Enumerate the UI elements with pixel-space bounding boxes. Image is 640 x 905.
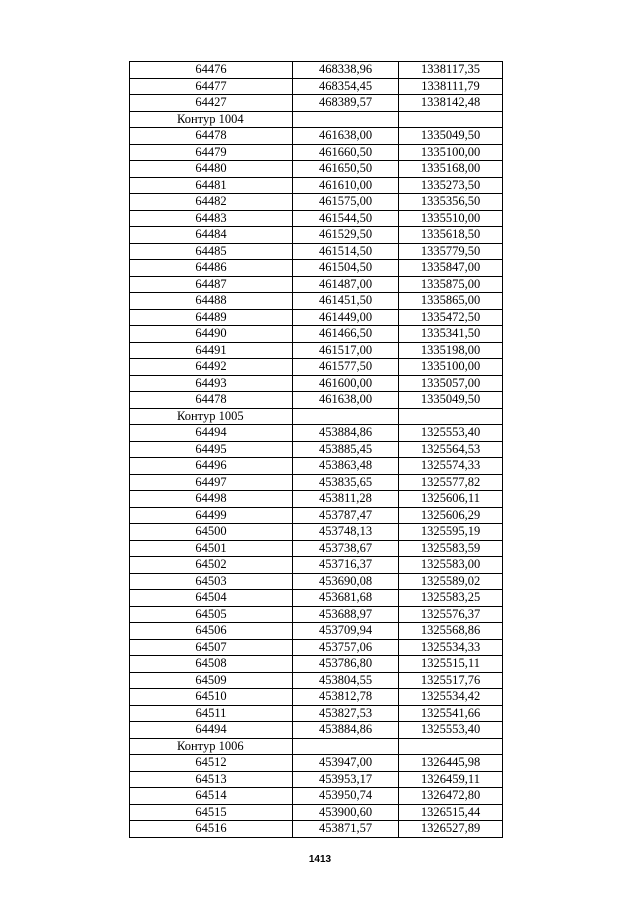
table-row — [130, 78, 503, 95]
y-coordinate-cell: 1325583,25 — [399, 590, 503, 607]
x-coordinate-cell: 453787,47 — [293, 507, 399, 524]
y-coordinate-cell: 1325534,42 — [399, 689, 503, 706]
x-coordinate-cell: 461600,00 — [293, 375, 399, 392]
x-coordinate-cell: 461575,00 — [293, 194, 399, 211]
table-row — [130, 95, 503, 112]
point-id-cell: 64486 — [130, 260, 293, 277]
y-coordinate-cell: 1326515,44 — [399, 804, 503, 821]
point-id-cell: 64481 — [130, 177, 293, 194]
y-coordinate-cell: 1335273,50 — [399, 177, 503, 194]
point-id-cell: 64491 — [130, 342, 293, 359]
point-id-cell: 64495 — [130, 441, 293, 458]
table-row — [130, 309, 503, 326]
x-coordinate-cell: 468389,57 — [293, 95, 399, 112]
x-coordinate-cell: 461529,50 — [293, 227, 399, 244]
table-row — [130, 293, 503, 310]
x-coordinate-cell: 461487,00 — [293, 276, 399, 293]
point-id-cell: 64494 — [130, 722, 293, 739]
table-row — [130, 62, 503, 79]
contour-label: Контур 1004 — [130, 111, 293, 128]
page-number: 1413 — [308, 854, 332, 865]
table-row — [130, 722, 503, 739]
point-id-cell: 64496 — [130, 458, 293, 475]
table-row — [130, 359, 503, 376]
y-coordinate-cell: 1335198,00 — [399, 342, 503, 359]
point-id-cell: 64502 — [130, 557, 293, 574]
x-coordinate-cell: 453716,37 — [293, 557, 399, 574]
point-id-cell: 64427 — [130, 95, 293, 112]
point-id-cell: 64503 — [130, 573, 293, 590]
x-coordinate-cell: 461504,50 — [293, 260, 399, 277]
point-id-cell: 64506 — [130, 623, 293, 640]
x-coordinate-cell: 453947,00 — [293, 755, 399, 772]
x-coordinate-cell: 453827,53 — [293, 705, 399, 722]
point-id-cell: 64514 — [130, 788, 293, 805]
point-id-cell: 64516 — [130, 821, 293, 838]
point-id-cell: 64508 — [130, 656, 293, 673]
x-coordinate-cell: 453748,13 — [293, 524, 399, 541]
y-coordinate-cell: 1335057,00 — [399, 375, 503, 392]
point-id-cell: 64494 — [130, 425, 293, 442]
point-id-cell: 64483 — [130, 210, 293, 227]
coordinates-table-body — [130, 62, 503, 838]
contour-empty-x — [293, 738, 399, 755]
table-row — [130, 276, 503, 293]
y-coordinate-cell: 1335049,50 — [399, 392, 503, 409]
contour-header-row — [130, 111, 503, 128]
point-id-cell: 64477 — [130, 78, 293, 95]
table-row — [130, 755, 503, 772]
table-row — [130, 194, 503, 211]
contour-empty-x — [293, 111, 399, 128]
table-row — [130, 804, 503, 821]
x-coordinate-cell: 453738,67 — [293, 540, 399, 557]
table-row — [130, 210, 503, 227]
x-coordinate-cell: 461610,00 — [293, 177, 399, 194]
table-row — [130, 590, 503, 607]
point-id-cell: 64480 — [130, 161, 293, 178]
table-row — [130, 771, 503, 788]
y-coordinate-cell: 1338142,48 — [399, 95, 503, 112]
table-row — [130, 474, 503, 491]
y-coordinate-cell: 1325595,19 — [399, 524, 503, 541]
y-coordinate-cell: 1335865,00 — [399, 293, 503, 310]
y-coordinate-cell: 1326527,89 — [399, 821, 503, 838]
x-coordinate-cell: 453953,17 — [293, 771, 399, 788]
x-coordinate-cell: 461638,00 — [293, 128, 399, 145]
x-coordinate-cell: 453804,55 — [293, 672, 399, 689]
y-coordinate-cell: 1325589,02 — [399, 573, 503, 590]
x-coordinate-cell: 468338,96 — [293, 62, 399, 79]
point-id-cell: 64511 — [130, 705, 293, 722]
point-id-cell: 64509 — [130, 672, 293, 689]
table-row — [130, 606, 503, 623]
table-row — [130, 689, 503, 706]
table-row — [130, 441, 503, 458]
point-id-cell: 64504 — [130, 590, 293, 607]
x-coordinate-cell: 453863,48 — [293, 458, 399, 475]
contour-header-row — [130, 738, 503, 755]
table-row — [130, 623, 503, 640]
y-coordinate-cell: 1335100,00 — [399, 359, 503, 376]
y-coordinate-cell: 1335341,50 — [399, 326, 503, 343]
y-coordinate-cell: 1335168,00 — [399, 161, 503, 178]
x-coordinate-cell: 453688,97 — [293, 606, 399, 623]
y-coordinate-cell: 1335779,50 — [399, 243, 503, 260]
y-coordinate-cell: 1326445,98 — [399, 755, 503, 772]
x-coordinate-cell: 461660,50 — [293, 144, 399, 161]
contour-empty-y — [399, 408, 503, 425]
y-coordinate-cell: 1335510,00 — [399, 210, 503, 227]
point-id-cell: 64507 — [130, 639, 293, 656]
table-row — [130, 705, 503, 722]
y-coordinate-cell: 1335472,50 — [399, 309, 503, 326]
x-coordinate-cell: 461650,50 — [293, 161, 399, 178]
x-coordinate-cell: 453885,45 — [293, 441, 399, 458]
y-coordinate-cell: 1326472,80 — [399, 788, 503, 805]
y-coordinate-cell: 1335356,50 — [399, 194, 503, 211]
y-coordinate-cell: 1335049,50 — [399, 128, 503, 145]
x-coordinate-cell: 453950,74 — [293, 788, 399, 805]
table-row — [130, 128, 503, 145]
contour-empty-x — [293, 408, 399, 425]
point-id-cell: 64505 — [130, 606, 293, 623]
x-coordinate-cell: 453757,06 — [293, 639, 399, 656]
table-row — [130, 491, 503, 508]
x-coordinate-cell: 461577,50 — [293, 359, 399, 376]
table-row — [130, 375, 503, 392]
point-id-cell: 64513 — [130, 771, 293, 788]
y-coordinate-cell: 1325534,33 — [399, 639, 503, 656]
point-id-cell: 64492 — [130, 359, 293, 376]
x-coordinate-cell: 453884,86 — [293, 722, 399, 739]
table-row — [130, 639, 503, 656]
point-id-cell: 64501 — [130, 540, 293, 557]
point-id-cell: 64499 — [130, 507, 293, 524]
y-coordinate-cell: 1325553,40 — [399, 722, 503, 739]
contour-empty-y — [399, 111, 503, 128]
x-coordinate-cell: 453681,68 — [293, 590, 399, 607]
point-id-cell: 64510 — [130, 689, 293, 706]
y-coordinate-cell: 1335618,50 — [399, 227, 503, 244]
y-coordinate-cell: 1325517,76 — [399, 672, 503, 689]
y-coordinate-cell: 1325574,33 — [399, 458, 503, 475]
table-row — [130, 177, 503, 194]
point-id-cell: 64487 — [130, 276, 293, 293]
table-row — [130, 392, 503, 409]
table-row — [130, 672, 503, 689]
table-row — [130, 326, 503, 343]
x-coordinate-cell: 453871,57 — [293, 821, 399, 838]
x-coordinate-cell: 453884,86 — [293, 425, 399, 442]
y-coordinate-cell: 1335875,00 — [399, 276, 503, 293]
point-id-cell: 64485 — [130, 243, 293, 260]
table-row — [130, 342, 503, 359]
contour-label: Контур 1005 — [130, 408, 293, 425]
table-row — [130, 458, 503, 475]
x-coordinate-cell: 461449,00 — [293, 309, 399, 326]
point-id-cell: 64476 — [130, 62, 293, 79]
y-coordinate-cell: 1325583,59 — [399, 540, 503, 557]
y-coordinate-cell: 1325583,00 — [399, 557, 503, 574]
x-coordinate-cell: 453811,28 — [293, 491, 399, 508]
y-coordinate-cell: 1325568,86 — [399, 623, 503, 640]
x-coordinate-cell: 461517,00 — [293, 342, 399, 359]
x-coordinate-cell: 461544,50 — [293, 210, 399, 227]
y-coordinate-cell: 1335100,00 — [399, 144, 503, 161]
table-row — [130, 524, 503, 541]
y-coordinate-cell: 1325577,82 — [399, 474, 503, 491]
point-id-cell: 64478 — [130, 392, 293, 409]
point-id-cell: 64497 — [130, 474, 293, 491]
point-id-cell: 64490 — [130, 326, 293, 343]
x-coordinate-cell: 453900,60 — [293, 804, 399, 821]
table-row — [130, 260, 503, 277]
table-row — [130, 243, 503, 260]
y-coordinate-cell: 1335847,00 — [399, 260, 503, 277]
point-id-cell: 64479 — [130, 144, 293, 161]
point-id-cell: 64512 — [130, 755, 293, 772]
point-id-cell: 64500 — [130, 524, 293, 541]
y-coordinate-cell: 1338111,79 — [399, 78, 503, 95]
point-id-cell: 64493 — [130, 375, 293, 392]
table-row — [130, 161, 503, 178]
table-row — [130, 540, 503, 557]
point-id-cell: 64489 — [130, 309, 293, 326]
contour-header-row — [130, 408, 503, 425]
point-id-cell: 64488 — [130, 293, 293, 310]
x-coordinate-cell: 461638,00 — [293, 392, 399, 409]
x-coordinate-cell: 453835,65 — [293, 474, 399, 491]
table-row — [130, 425, 503, 442]
x-coordinate-cell: 461451,50 — [293, 293, 399, 310]
table-row — [130, 557, 503, 574]
x-coordinate-cell: 453690,08 — [293, 573, 399, 590]
table-row — [130, 573, 503, 590]
table-row — [130, 821, 503, 838]
x-coordinate-cell: 461514,50 — [293, 243, 399, 260]
x-coordinate-cell: 453786,80 — [293, 656, 399, 673]
table-row — [130, 144, 503, 161]
x-coordinate-cell: 453812,78 — [293, 689, 399, 706]
y-coordinate-cell: 1326459,11 — [399, 771, 503, 788]
table-row — [130, 656, 503, 673]
y-coordinate-cell: 1338117,35 — [399, 62, 503, 79]
table-row — [130, 507, 503, 524]
y-coordinate-cell: 1325541,66 — [399, 705, 503, 722]
point-id-cell: 64498 — [130, 491, 293, 508]
point-id-cell: 64478 — [130, 128, 293, 145]
x-coordinate-cell: 453709,94 — [293, 623, 399, 640]
y-coordinate-cell: 1325576,37 — [399, 606, 503, 623]
y-coordinate-cell: 1325606,29 — [399, 507, 503, 524]
point-id-cell: 64515 — [130, 804, 293, 821]
y-coordinate-cell: 1325606,11 — [399, 491, 503, 508]
point-id-cell: 64482 — [130, 194, 293, 211]
contour-label: Контур 1006 — [130, 738, 293, 755]
y-coordinate-cell: 1325564,53 — [399, 441, 503, 458]
table-row — [130, 227, 503, 244]
coordinates-table — [129, 61, 503, 838]
x-coordinate-cell: 468354,45 — [293, 78, 399, 95]
y-coordinate-cell: 1325553,40 — [399, 425, 503, 442]
point-id-cell: 64484 — [130, 227, 293, 244]
contour-empty-y — [399, 738, 503, 755]
y-coordinate-cell: 1325515,11 — [399, 656, 503, 673]
table-row — [130, 788, 503, 805]
x-coordinate-cell: 461466,50 — [293, 326, 399, 343]
